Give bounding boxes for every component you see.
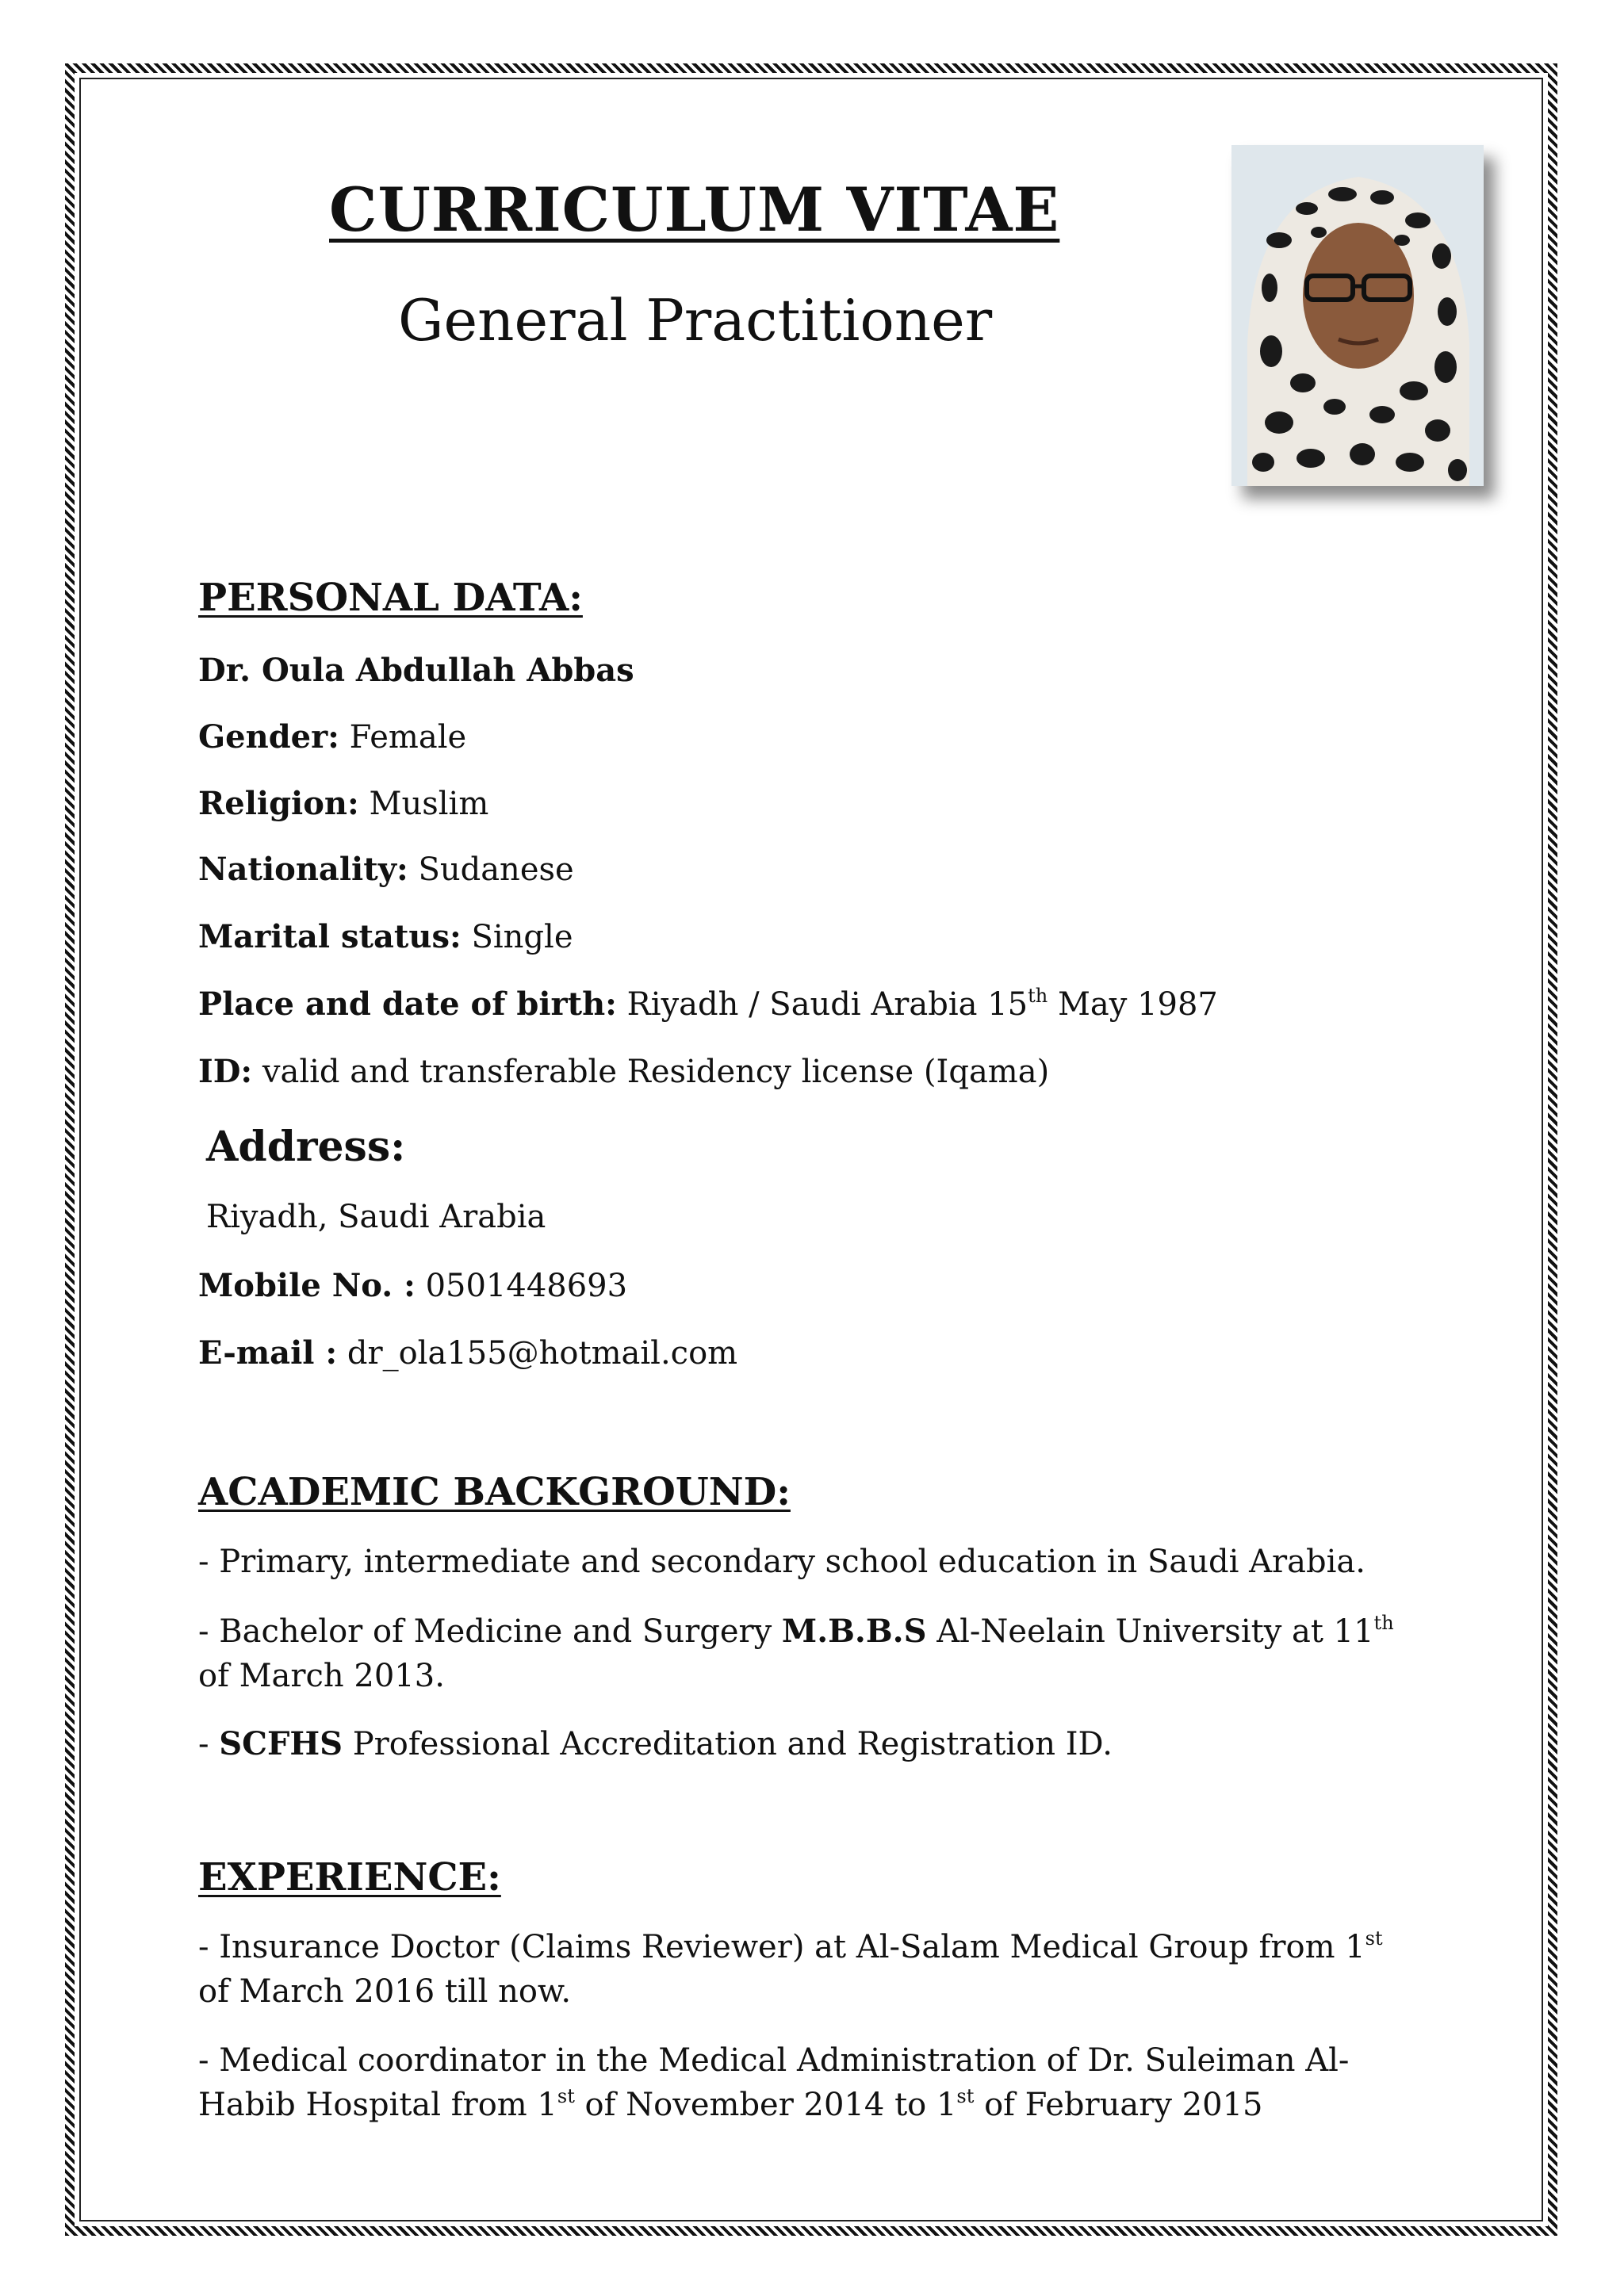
academic-item-2-date: of March 2013. [198,1658,445,1694]
academic-item-2-text: - Bachelor of Medicine and Surgery [198,1613,782,1650]
experience-item-2-superscript-1: st [557,2085,575,2107]
mbbs-degree: M.B.B.S [781,1613,927,1650]
scfhs-label: SCFHS [219,1725,343,1762]
religion-label: Religion: [198,785,359,822]
nationality-value: Sudanese [418,851,574,888]
religion-row [198,785,488,822]
full-name: Dr. Oula Abdullah Abbas [198,652,634,689]
marital-value: Single [471,919,573,955]
academic-item-2 [198,1609,1419,1698]
id-row [198,1053,1049,1090]
academic-item-3 [198,1722,1419,1766]
mobile-value: 0501448693 [425,1268,628,1304]
experience-item-2 [198,2038,1419,2127]
gender-value: Female [349,719,467,756]
marital-row [198,918,573,955]
experience-item-2-superscript-2: st [956,2085,975,2107]
experience-item-1-text: - Insurance Doctor (Claims Reviewer) at Al-Salam Medical Group from 1 [198,1929,1365,1965]
experience-item-2-mid: of November 2014 to 1 [574,2087,957,2123]
religion-value: Muslim [369,786,489,822]
birth-row [198,985,1218,1023]
profile-photo [1231,145,1484,486]
email-row [198,1334,737,1372]
experience-item-1-superscript: st [1365,1927,1383,1950]
birth-value: Riyadh / Saudi Arabia 15 [626,986,1028,1023]
experience-heading: EXPERIENCE: [198,1855,501,1900]
nationality-label: Nationality: [198,851,408,888]
gender-label: Gender: [198,718,339,756]
gender-row [198,718,466,756]
experience-item-2-text: - Medical coordinator in the Medical Administration of Dr. Suleiman Al-Habib Hospital from 1 [198,2042,1350,2123]
experience-item-1-date: of March 2016 till now. [198,1973,572,2010]
address-heading: Address: [206,1123,406,1171]
experience-item-2-end: of February 2015 [974,2087,1263,2123]
mobile-label: Mobile No. : [198,1267,416,1304]
academic-item-2-superscript: th [1373,1612,1394,1634]
id-value: valid and transferable Residency license (Iqama) [262,1054,1050,1090]
birth-label: Place and date of birth: [198,985,617,1023]
email-value[interactable]: dr_ola155@hotmail.com [347,1335,738,1372]
cv-subtitle: General Practitioner [398,287,993,354]
address-city: Riyadh, Saudi Arabia [206,1199,546,1235]
marital-label: Marital status: [198,918,462,955]
mobile-row [198,1267,627,1304]
email-label: E-mail : [198,1334,338,1372]
experience-item-1 [198,1925,1419,2014]
birth-superscript: th [1028,985,1048,1007]
academic-item-2-university: Al-Neelain University at 11 [926,1613,1374,1650]
academic-item-1: - Primary, intermediate and secondary school education in Saudi Arabia. [198,1544,1365,1580]
cv-title: CURRICULUM VITAE [329,174,1060,245]
personal-data-heading: PERSONAL DATA: [198,576,583,620]
academic-heading: ACADEMIC BACKGROUND: [198,1470,791,1514]
birth-month-year: May 1987 [1057,986,1218,1023]
nationality-row [198,851,574,888]
id-label: ID: [198,1053,253,1090]
academic-item-3-dash: - [198,1726,220,1762]
academic-item-3-text: Professional Accreditation and Registration ID. [343,1726,1113,1762]
